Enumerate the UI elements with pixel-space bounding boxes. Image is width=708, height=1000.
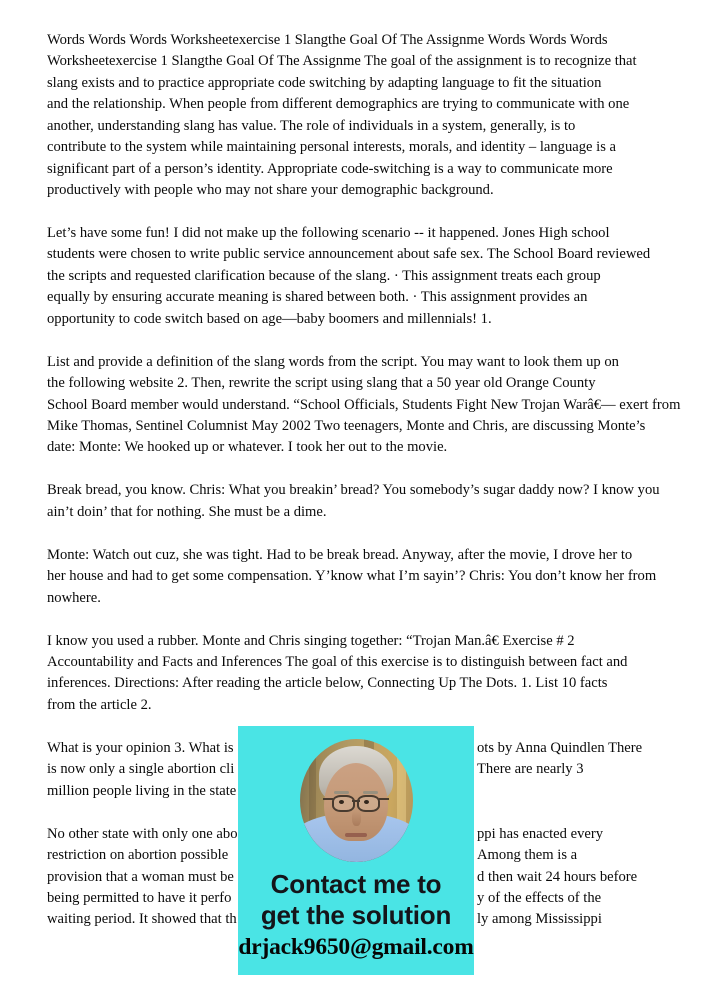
text-line: inferences. Directions: After reading the article below, Connecting Up The Dots. 1. List 10 facts [47,675,608,692]
text-line: slang exists and to practice appropriate code switching by adapting language to fit the situation [47,74,602,91]
text-line: Mike Thomas, Sentinel Columnist May 2002 Two teenagers, Monte and Chris, are discussing Monte’s [47,418,646,434]
text-fragment-left: being permitted to have it perfo [47,889,232,906]
photo-background-strip [397,739,406,823]
text-line: the following website 2. Then, rewrite the script using slang that a 50 year old Orange County [47,375,596,392]
promo-title-line1: Contact me to [270,869,442,899]
text-fragment-left: restriction on abortion possible [47,847,229,864]
promo-title-line2: get the solution [260,900,452,930]
text-line: Accountability and Facts and Inferences The goal of this exercise is to distinguish between fact and [47,654,628,670]
paragraph [47,223,687,330]
glasses-icon [323,798,333,800]
text-fragment-right: ppi has enacted every [477,825,604,842]
photo-eye [339,800,344,804]
text-line: contribute to the system while maintaining personal interests, morals, and identity – language is a [47,139,617,156]
promo-title [238,869,474,931]
text-line: Words Words Words Worksheetexercise 1 Slangthe Goal Of The Assignme Words Words Words [47,32,608,48]
text-fragment-left: waiting period. It showed that th [47,911,237,928]
paragraph [47,631,687,717]
photo-mouth [345,833,367,837]
text-line: date: Monte: We hooked up or whatever. I took her out to the movie. [47,439,448,456]
photo-nose [352,809,361,826]
text-fragment-left: million people living in the state [47,782,237,799]
text-fragment-right: ly among Mississippi [477,911,602,928]
photo-background-strip [309,739,317,825]
text-line: another, understanding slang has value. The role of individuals in a system, generally, is to [47,117,576,134]
text-fragment-right: ots by Anna Quindlen There [477,739,643,756]
text-line: and the relationship. When people from different demographics are trying to communicate with one [47,96,630,113]
text-line: Worksheetexercise 1 Slangthe Goal Of The Assignme The goal of the assignment is to recognize that [47,53,637,70]
text-line: opportunity to code switch based on age—baby boomers and millennials! 1. [47,310,492,327]
text-line: significant part of a person’s identity. Appropriate code-switching is a way to communicate more [47,160,613,177]
glasses-icon [379,798,389,800]
text-fragment-right: Among them is a [477,847,578,864]
text-fragment-right: There are nearly 3 [477,761,584,778]
text-fragment-right: y of the effects of the [477,889,602,906]
text-fragment-left: What is your opinion 3. What is [47,739,234,756]
text-line: List and provide a definition of the slang words from the script. You may want to look them up on [47,353,619,370]
text-line: equally by ensuring accurate meaning is shared between both. · This assignment provides an [47,289,588,306]
text-fragment-left: is now only a single abortion cli [47,761,235,778]
text-line: Break bread, you know. Chris: What you breakin’ bread? You somebody’s sugar daddy now? I know you [47,482,660,499]
text-line: students were chosen to write public service announcement about safe sex. The School Board reviewed [47,246,651,263]
text-line: I know you used a rubber. Monte and Chris singing together: “Trojan Man.â€ Exercise # 2 [47,632,575,649]
text-fragment-left: No other state with only one abo [47,825,238,842]
portrait-photo [300,739,413,862]
promo-card [238,726,474,975]
glasses-icon [332,795,355,812]
text-line: productively with people who may not share your demographic background. [47,182,494,199]
paragraph [47,352,687,459]
promo-email: drjack9650@gmail.com [238,934,474,960]
text-line: nowhere. [47,589,101,606]
photo-eyebrow [334,791,349,794]
text-line: Let’s have some fun! I did not make up the following scenario -- it happened. Jones High school [47,225,610,241]
text-line: her house and had to get some compensation. Y’know what I’m sayin’? Chris: You don’t know her from [47,568,657,585]
text-line: from the article 2. [47,696,152,713]
text-fragment-left: provision that a woman must be [47,868,234,885]
paragraph [47,480,687,523]
text-line: the scripts and requested clarification because of the slang. · This assignment treats each group [47,267,601,284]
text-line: ain’t doin’ that for nothing. She must be a dime. [47,503,327,520]
paragraph [47,30,687,202]
glasses-icon [357,795,380,812]
paragraph [47,545,687,609]
photo-eye [364,800,369,804]
glasses-icon [352,800,360,802]
photo-eyebrow [363,791,378,794]
text-line: Monte: Watch out cuz, she was tight. Had to be break bread. Anyway, after the movie, I drove her to [47,546,633,563]
text-line: School Board member would understand. “School Officials, Students Fight New Trojan Warâ€— exert from [47,396,681,413]
text-fragment-right: d then wait 24 hours before [477,868,638,885]
